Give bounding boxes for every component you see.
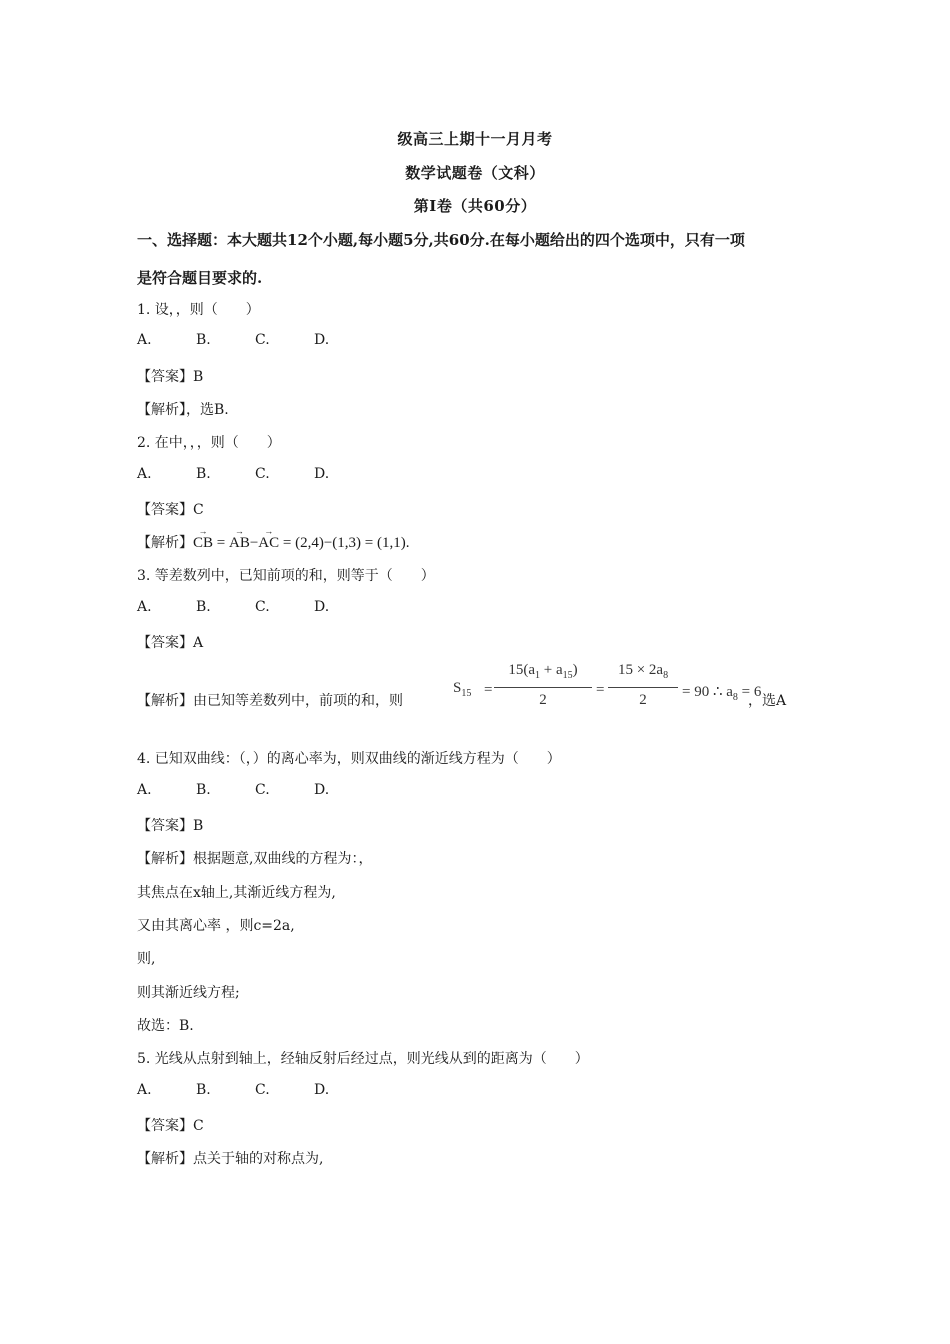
question-5-answer: 【答案】C — [137, 1118, 204, 1134]
option-a: A. — [137, 1082, 152, 1098]
analysis-label: 【解析】 — [137, 535, 193, 551]
question-4: 4. 已知双曲线：（，）的离心率为，则双曲线的渐近线方程为（ ） — [137, 751, 561, 767]
option-d: D. — [314, 782, 330, 798]
equals-sign: = — [213, 535, 229, 551]
question-3-options — [137, 599, 373, 615]
option-a: A. — [137, 332, 152, 348]
question-1: 1. 设，，则（ ） — [137, 302, 260, 318]
question-1-answer: 【答案】B — [137, 369, 204, 385]
fraction-1-denominator: 2 — [539, 692, 547, 708]
exam-subtitle: 数学试题卷（文科） — [405, 164, 545, 182]
question-4-analysis-line2: 其焦点在x轴上,其渐近线方程为, — [137, 885, 336, 901]
fraction-2-denominator: 2 — [639, 692, 647, 708]
option-d: D. — [314, 466, 330, 482]
vector-ab: → AB — [229, 535, 250, 552]
option-d: D. — [314, 332, 330, 348]
option-b: B. — [196, 599, 211, 615]
question-2: 2. 在中，，，则（ ） — [137, 435, 281, 451]
question-2-answer: 【答案】C — [137, 502, 204, 518]
vector-ac: → AC — [258, 535, 279, 552]
question-3-analysis-suffix: ，选A — [748, 693, 787, 709]
option-d: D. — [314, 1082, 330, 1098]
question-3-analysis-text: 【解析】由已知等差数列中，前项的和，则 — [137, 693, 403, 709]
option-b: B. — [196, 466, 211, 482]
question-4-analysis-line6: 故选：B. — [137, 1018, 194, 1034]
question-2-options — [137, 466, 373, 482]
question-5-analysis: 【解析】点关于轴的对称点为, — [137, 1151, 324, 1167]
question-4-analysis-line5: 则其渐近线方程; — [137, 985, 240, 1001]
volume-title: 第Ⅰ卷（共60分） — [413, 197, 537, 215]
section-instruction-line1: 一、选择题：本大题共12个小题,每小题5分,共60分.在每小题给出的四个选项中，只有一项 — [137, 231, 745, 249]
fraction-1 — [494, 662, 592, 709]
option-b: B. — [196, 782, 211, 798]
vector-cb: → CB — [193, 535, 213, 552]
question-1-analysis: 【解析】，选B. — [137, 402, 229, 418]
fraction-2 — [608, 662, 678, 709]
question-3-answer: 【答案】A — [137, 635, 204, 651]
question-5: 5. 光线从点射到轴上，经轴反射后经过点，则光线从到的距离为（ ） — [137, 1051, 589, 1067]
s15-symbol: $S_{15}$ — [453, 680, 472, 699]
sum-formula — [450, 658, 790, 718]
option-c: C. — [255, 466, 270, 482]
exam-title: 级高三上期十一月月考 — [397, 130, 553, 148]
option-c: C. — [255, 782, 270, 798]
option-a: A. — [137, 782, 152, 798]
option-c: C. — [255, 599, 270, 615]
minus-sign: − — [249, 535, 259, 551]
option-c: C. — [255, 332, 270, 348]
equals-sign-2: = — [596, 682, 605, 698]
question-4-answer: 【答案】B — [137, 818, 204, 834]
option-b: B. — [196, 1082, 211, 1098]
question-4-analysis-line3: 又由其离心率 ，则c=2a, — [137, 918, 295, 934]
option-a: A. — [137, 599, 152, 615]
option-c: C. — [255, 1082, 270, 1098]
question-1-options — [137, 332, 373, 348]
question-3: 3. 等差数列中，已知前项的和，则等于（ ） — [137, 568, 435, 584]
vector-result: = (2,4)−(1,3) = (1,1). — [279, 535, 410, 551]
fraction-1-numerator: $15(a_1 + a_{15})$ — [508, 662, 578, 681]
option-d: D. — [314, 599, 330, 615]
result-expression: = 90 ∴ $a_8 = 6$ — [682, 684, 762, 703]
equals-sign: = — [484, 682, 493, 698]
question-5-options — [137, 1082, 373, 1098]
vector-equation — [193, 535, 410, 551]
question-4-options — [137, 782, 373, 798]
fraction-2-numerator: $15 \times 2a_8$ — [617, 662, 669, 681]
question-4-analysis-line4: 则, — [137, 951, 156, 967]
option-b: B. — [196, 332, 211, 348]
question-4-analysis-line1: 【解析】根据题意,双曲线的方程为：， — [137, 851, 373, 867]
option-a: A. — [137, 466, 152, 482]
question-2-analysis — [137, 532, 410, 552]
section-instruction-line2: 是符合题目要求的. — [137, 269, 263, 287]
